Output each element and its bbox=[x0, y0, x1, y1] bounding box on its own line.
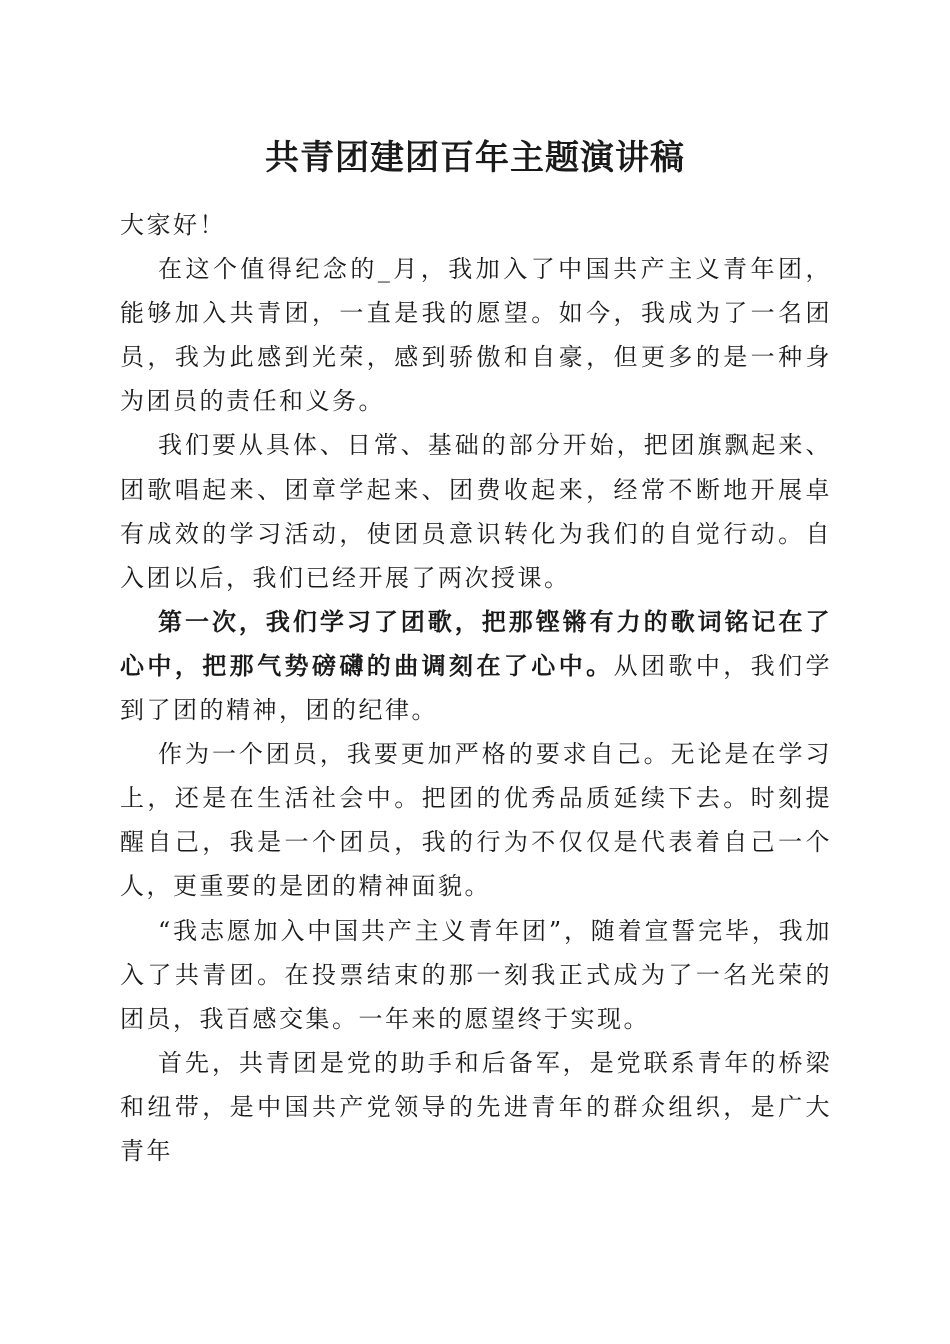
paragraph-3 bbox=[120, 600, 832, 732]
paragraph-1: 在这个值得纪念的_月，我加入了中国共产主义青年团，能够加入共青团，一直是我的愿望。如今，我成为了一名团员，我为此感到光荣，感到骄傲和自豪，但更多的是一种身为团员的责任和义务。 bbox=[120, 255, 832, 416]
paragraph-6: 首先，共青团是党的助手和后备军，是党联系青年的桥梁和纽带，是中国共产党领导的先进青年的群众组织，是广大青年 bbox=[120, 1048, 832, 1165]
paragraph-4: 作为一个团员，我要更加严格的要求自己。无论是在学习上，还是在生活社会中。把团的优秀品质延续下去。时刻提醒自己，我是一个团员，我的行为不仅仅是代表着自己一个人，更重要的是团的精神面貌。 bbox=[120, 740, 832, 901]
paragraph-5: “我志愿加入中国共产主义青年团”，随着宣誓完毕，我加入了共青团。在投票结束的那一刻我正式成为了一名光荣的团员，我百感交集。一年来的愿望终于实现。 bbox=[120, 916, 832, 1033]
paragraph-3-bold: 第一次，我们学习了团歌，把那铿锵有力的歌词铭记在了心中，把那气势磅礴的曲调刻在了心中。 bbox=[120, 606, 832, 680]
paragraph-3-normal: 从团歌中，我们学到了团的精神，团的纪律。 bbox=[120, 651, 833, 725]
greeting: 大家好！ bbox=[120, 211, 226, 239]
document-body bbox=[120, 203, 832, 1173]
paragraph-2: 我们要从具体、日常、基础的部分开始，把团旗飘起来、团歌唱起来、团章学起来、团费收起来，经常不断地开展卓有成效的学习活动，使团员意识转化为我们的自觉行动。自入团以后，我们已经开展了两次授课。 bbox=[120, 431, 832, 592]
document-title: 共青团建团百年主题演讲稿 bbox=[265, 138, 685, 178]
